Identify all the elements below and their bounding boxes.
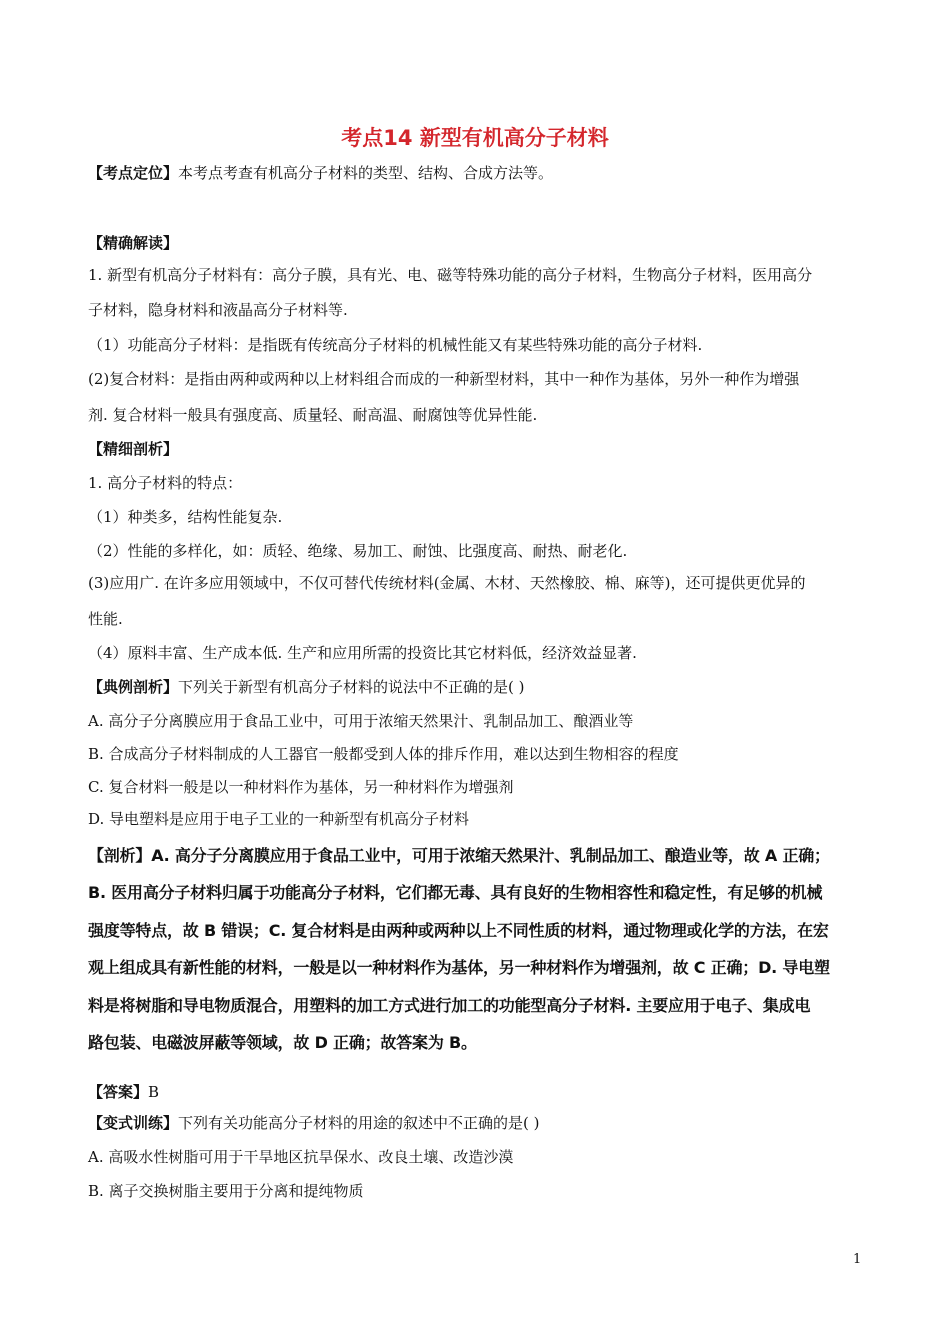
jingque-line: 1. 新型有机高分子材料有：高分子膜，具有光、电、磁等特殊功能的高分子材料，生物高分子材料，医用高分 (88, 266, 813, 284)
jingxi-line: 1. 高分子材料的特点： (88, 474, 243, 492)
poxi-line: B. 医用高分子材料归属于功能高分子材料，它们都无毒、具有良好的生物相容性和稳定性，有足够的机械 (88, 883, 823, 902)
page-number: 1 (853, 1252, 862, 1267)
bianshi-question-line (88, 1112, 540, 1133)
jingque-line: (2)复合材料：是指由两种或两种以上材料组合而成的一种新型材料，其中一种作为基体，另外一种作为增强 (88, 370, 800, 388)
poxi-line: 观上组成具有新性能的材料，一般是以一种材料作为基体，另一种材料作为增强剂，故 C 正确；D. 导电塑 (88, 958, 830, 977)
bianshi-option: A. 高吸水性树脂可用于干旱地区抗旱保水、改良土壤、改造沙漠 (88, 1148, 514, 1166)
jingxi-line: （1）种类多，结构性能复杂. (88, 508, 283, 526)
poxi-line: 料是将树脂和导电物质混合，用塑料的加工方式进行加工的功能型高分子材料. 主要应用于电子、集成电 (88, 996, 811, 1015)
jingque-line: 剂. 复合材料一般具有强度高、质量轻、耐高温、耐腐蚀等优异性能. (88, 406, 538, 424)
poxi-line: 强度等特点，故 B 错误；C. 复合材料是由两种或两种以上不同性质的材料，通过物理或化学的方法，在宏 (88, 921, 829, 940)
poxi-text: A. 高分子分离膜应用于食品工业中，可用于浓缩天然果汁、乳制品加工、酿造业等，故 A 正确； (151, 846, 830, 865)
jingxi-line: （4）原料丰富、生产成本低. 生产和应用所需的投资比其它材料低，经济效益显著. (88, 644, 637, 662)
jingque-line: （1）功能高分子材料：是指既有传统高分子材料的机械性能又有某些特殊功能的高分子材料. (88, 336, 703, 354)
dianli-option: B. 合成高分子材料制成的人工器官一般都受到人体的排斥作用，难以达到生物相容的程度 (88, 745, 679, 763)
dianli-option: C. 复合材料一般是以一种材料作为基体，另一种材料作为增强剂 (88, 778, 514, 796)
dianli-option: D. 导电塑料是应用于电子工业的一种新型有机高分子材料 (88, 810, 470, 828)
jingxi-heading: 【精细剖析】 (88, 440, 179, 458)
jingxi-line: 性能. (88, 610, 123, 628)
dianli-question: 下列关于新型有机高分子材料的说法中不正确的是( ) (178, 678, 525, 696)
dianli-question-line (88, 676, 525, 697)
daan-heading: 【答案】 (88, 1083, 149, 1101)
jingque-line: 子材料，隐身材料和液晶高分子材料等. (88, 301, 348, 319)
bianshi-heading: 【变式训练】 (88, 1114, 179, 1132)
poxi-line: 路包装、电磁波屏蔽等领域，故 D 正确；故答案为 B。 (88, 1033, 477, 1052)
dianli-heading: 【典例剖析】 (88, 678, 179, 696)
kaodian-heading: 【考点定位】 (88, 164, 179, 182)
dianli-option: A. 高分子分离膜应用于食品工业中，可用于浓缩天然果汁、乳制品加工、酿酒业等 (88, 712, 634, 730)
daan-text: B (148, 1083, 160, 1101)
daan-line (88, 1081, 159, 1102)
poxi-heading: 【剖析】 (88, 846, 152, 865)
poxi-line (88, 843, 830, 866)
jingxi-line: （2）性能的多样化，如：质轻、绝缘、易加工、耐蚀、比强度高、耐热、耐老化. (88, 542, 628, 560)
jingxi-line: (3)应用广. 在许多应用领域中，不仅可替代传统材料(金属、木材、天然橡胶、棉、麻等)，还可提供更优异的 (88, 574, 806, 592)
kaodian-line (88, 162, 553, 183)
page-title: 考点14 新型有机高分子材料 (341, 126, 609, 150)
bianshi-option: B. 离子交换树脂主要用于分离和提纯物质 (88, 1182, 364, 1200)
jingque-heading: 【精确解读】 (88, 234, 179, 252)
bianshi-question: 下列有关功能高分子材料的用途的叙述中不正确的是( ) (178, 1114, 540, 1132)
kaodian-text: 本考点考查有机高分子材料的类型、结构、合成方法等。 (178, 164, 554, 182)
